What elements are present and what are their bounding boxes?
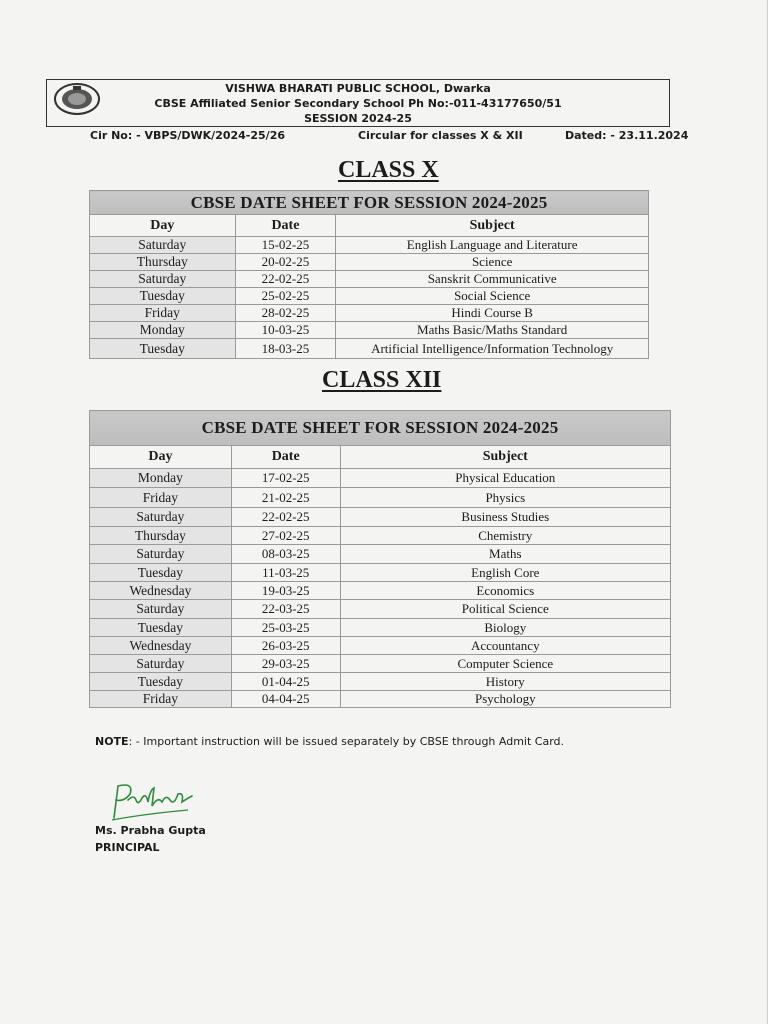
exam-subject-cell: Science xyxy=(336,254,649,271)
exam-date-cell: 20-02-25 xyxy=(235,254,336,271)
table-row xyxy=(90,545,671,564)
exam-subject-cell: Psychology xyxy=(340,691,670,708)
exam-day-cell: Saturday xyxy=(90,237,236,254)
exam-day-cell: Saturday xyxy=(90,655,232,673)
table-row xyxy=(90,527,671,545)
table-row xyxy=(90,655,671,673)
table-row xyxy=(90,564,671,582)
exam-subject-cell: Maths xyxy=(340,545,670,564)
exam-day-cell: Tuesday xyxy=(90,339,236,359)
exam-date-cell: 22-02-25 xyxy=(231,508,340,527)
exam-subject-cell: Physics xyxy=(340,488,670,508)
column-header-date: Date xyxy=(231,446,340,469)
exam-subject-cell: Sanskrit Communicative xyxy=(336,271,649,288)
table-row xyxy=(90,508,671,527)
exam-subject-cell: Accountancy xyxy=(340,637,670,655)
exam-day-cell: Monday xyxy=(90,322,236,339)
exam-subject-cell: English Language and Literature xyxy=(336,237,649,254)
table-row xyxy=(90,271,649,288)
exam-day-cell: Friday xyxy=(90,691,232,708)
exam-day-cell: Wednesday xyxy=(90,637,232,655)
exam-day-cell: Monday xyxy=(90,469,232,488)
exam-date-cell: 25-03-25 xyxy=(231,619,340,637)
principal-name: Ms. Prabha Gupta xyxy=(95,824,206,837)
class-x-date-sheet xyxy=(89,190,649,359)
exam-day-cell: Saturday xyxy=(90,545,232,564)
column-header-subject: Subject xyxy=(340,446,670,469)
table-row xyxy=(90,305,649,322)
exam-day-cell: Saturday xyxy=(90,600,232,619)
table-row xyxy=(90,322,649,339)
exam-day-cell: Tuesday xyxy=(90,288,236,305)
table-row xyxy=(90,582,671,600)
exam-subject-cell: History xyxy=(340,673,670,691)
exam-day-cell: Tuesday xyxy=(90,564,232,582)
exam-subject-cell: Biology xyxy=(340,619,670,637)
school-affiliation: CBSE Affiliated Senior Secondary School Ph No:-011-43177650/51 xyxy=(154,97,562,110)
class-xii-banner: CBSE DATE SHEET FOR SESSION 2024-2025 xyxy=(90,411,671,446)
circular-number: Cir No: - VBPS/DWK/2024-25/26 xyxy=(90,129,286,142)
circular-subject: Circular for classes X & XII xyxy=(358,129,523,142)
table-row xyxy=(90,600,671,619)
exam-date-cell: 26-03-25 xyxy=(231,637,340,655)
school-name: VISHWA BHARATI PUBLIC SCHOOL, Dwarka xyxy=(225,82,491,95)
school-header xyxy=(46,79,670,127)
note-text: : - Important instruction will be issued separately by CBSE through Admit Card. xyxy=(128,735,565,748)
class-x-title: CLASS X xyxy=(338,157,439,183)
exam-subject-cell: Hindi Course B xyxy=(336,305,649,322)
principal-designation: PRINCIPAL xyxy=(95,841,160,854)
exam-date-cell: 01-04-25 xyxy=(231,673,340,691)
exam-date-cell: 18-03-25 xyxy=(235,339,336,359)
exam-day-cell: Friday xyxy=(90,305,236,322)
class-xii-date-sheet xyxy=(89,410,671,708)
column-header-day: Day xyxy=(90,215,236,237)
column-header-subject: Subject xyxy=(336,215,649,237)
column-header-date: Date xyxy=(235,215,336,237)
session-label: SESSION 2024-25 xyxy=(304,112,412,125)
exam-date-cell: 17-02-25 xyxy=(231,469,340,488)
table-row xyxy=(90,637,671,655)
exam-subject-cell: English Core xyxy=(340,564,670,582)
exam-date-cell: 19-03-25 xyxy=(231,582,340,600)
exam-subject-cell: Computer Science xyxy=(340,655,670,673)
exam-date-cell: 11-03-25 xyxy=(231,564,340,582)
exam-day-cell: Tuesday xyxy=(90,619,232,637)
table-row xyxy=(90,488,671,508)
signatory-block xyxy=(95,822,206,856)
exam-subject-cell: Chemistry xyxy=(340,527,670,545)
exam-subject-cell: Social Science xyxy=(336,288,649,305)
exam-date-cell: 08-03-25 xyxy=(231,545,340,564)
table-row xyxy=(90,619,671,637)
exam-date-cell: 04-04-25 xyxy=(231,691,340,708)
class-x-banner: CBSE DATE SHEET FOR SESSION 2024-2025 xyxy=(90,191,649,215)
column-header-day: Day xyxy=(90,446,232,469)
exam-day-cell: Saturday xyxy=(90,508,232,527)
exam-subject-cell: Maths Basic/Maths Standard xyxy=(336,322,649,339)
exam-subject-cell: Economics xyxy=(340,582,670,600)
class-xii-title: CLASS XII xyxy=(322,367,442,393)
table-row xyxy=(90,673,671,691)
table-row xyxy=(90,237,649,254)
exam-date-cell: 27-02-25 xyxy=(231,527,340,545)
exam-date-cell: 15-02-25 xyxy=(235,237,336,254)
exam-day-cell: Saturday xyxy=(90,271,236,288)
exam-subject-cell: Artificial Intelligence/Information Technology xyxy=(336,339,649,359)
school-logo-icon xyxy=(52,82,102,116)
exam-date-cell: 29-03-25 xyxy=(231,655,340,673)
exam-date-cell: 25-02-25 xyxy=(235,288,336,305)
table-row xyxy=(90,339,649,359)
exam-subject-cell: Business Studies xyxy=(340,508,670,527)
exam-subject-cell: Political Science xyxy=(340,600,670,619)
exam-date-cell: 28-02-25 xyxy=(235,305,336,322)
exam-day-cell: Wednesday xyxy=(90,582,232,600)
principal-signature xyxy=(104,780,196,822)
note xyxy=(95,735,564,748)
note-label: NOTE xyxy=(95,735,129,748)
circular-date: Dated: - 23.11.2024 xyxy=(565,129,689,142)
exam-day-cell: Friday xyxy=(90,488,232,508)
table-row xyxy=(90,254,649,271)
exam-date-cell: 22-02-25 xyxy=(235,271,336,288)
exam-day-cell: Thursday xyxy=(90,254,236,271)
table-row xyxy=(90,469,671,488)
exam-date-cell: 10-03-25 xyxy=(235,322,336,339)
table-row xyxy=(90,691,671,708)
exam-date-cell: 21-02-25 xyxy=(231,488,340,508)
exam-day-cell: Tuesday xyxy=(90,673,232,691)
exam-day-cell: Thursday xyxy=(90,527,232,545)
table-row xyxy=(90,288,649,305)
exam-subject-cell: Physical Education xyxy=(340,469,670,488)
exam-date-cell: 22-03-25 xyxy=(231,600,340,619)
